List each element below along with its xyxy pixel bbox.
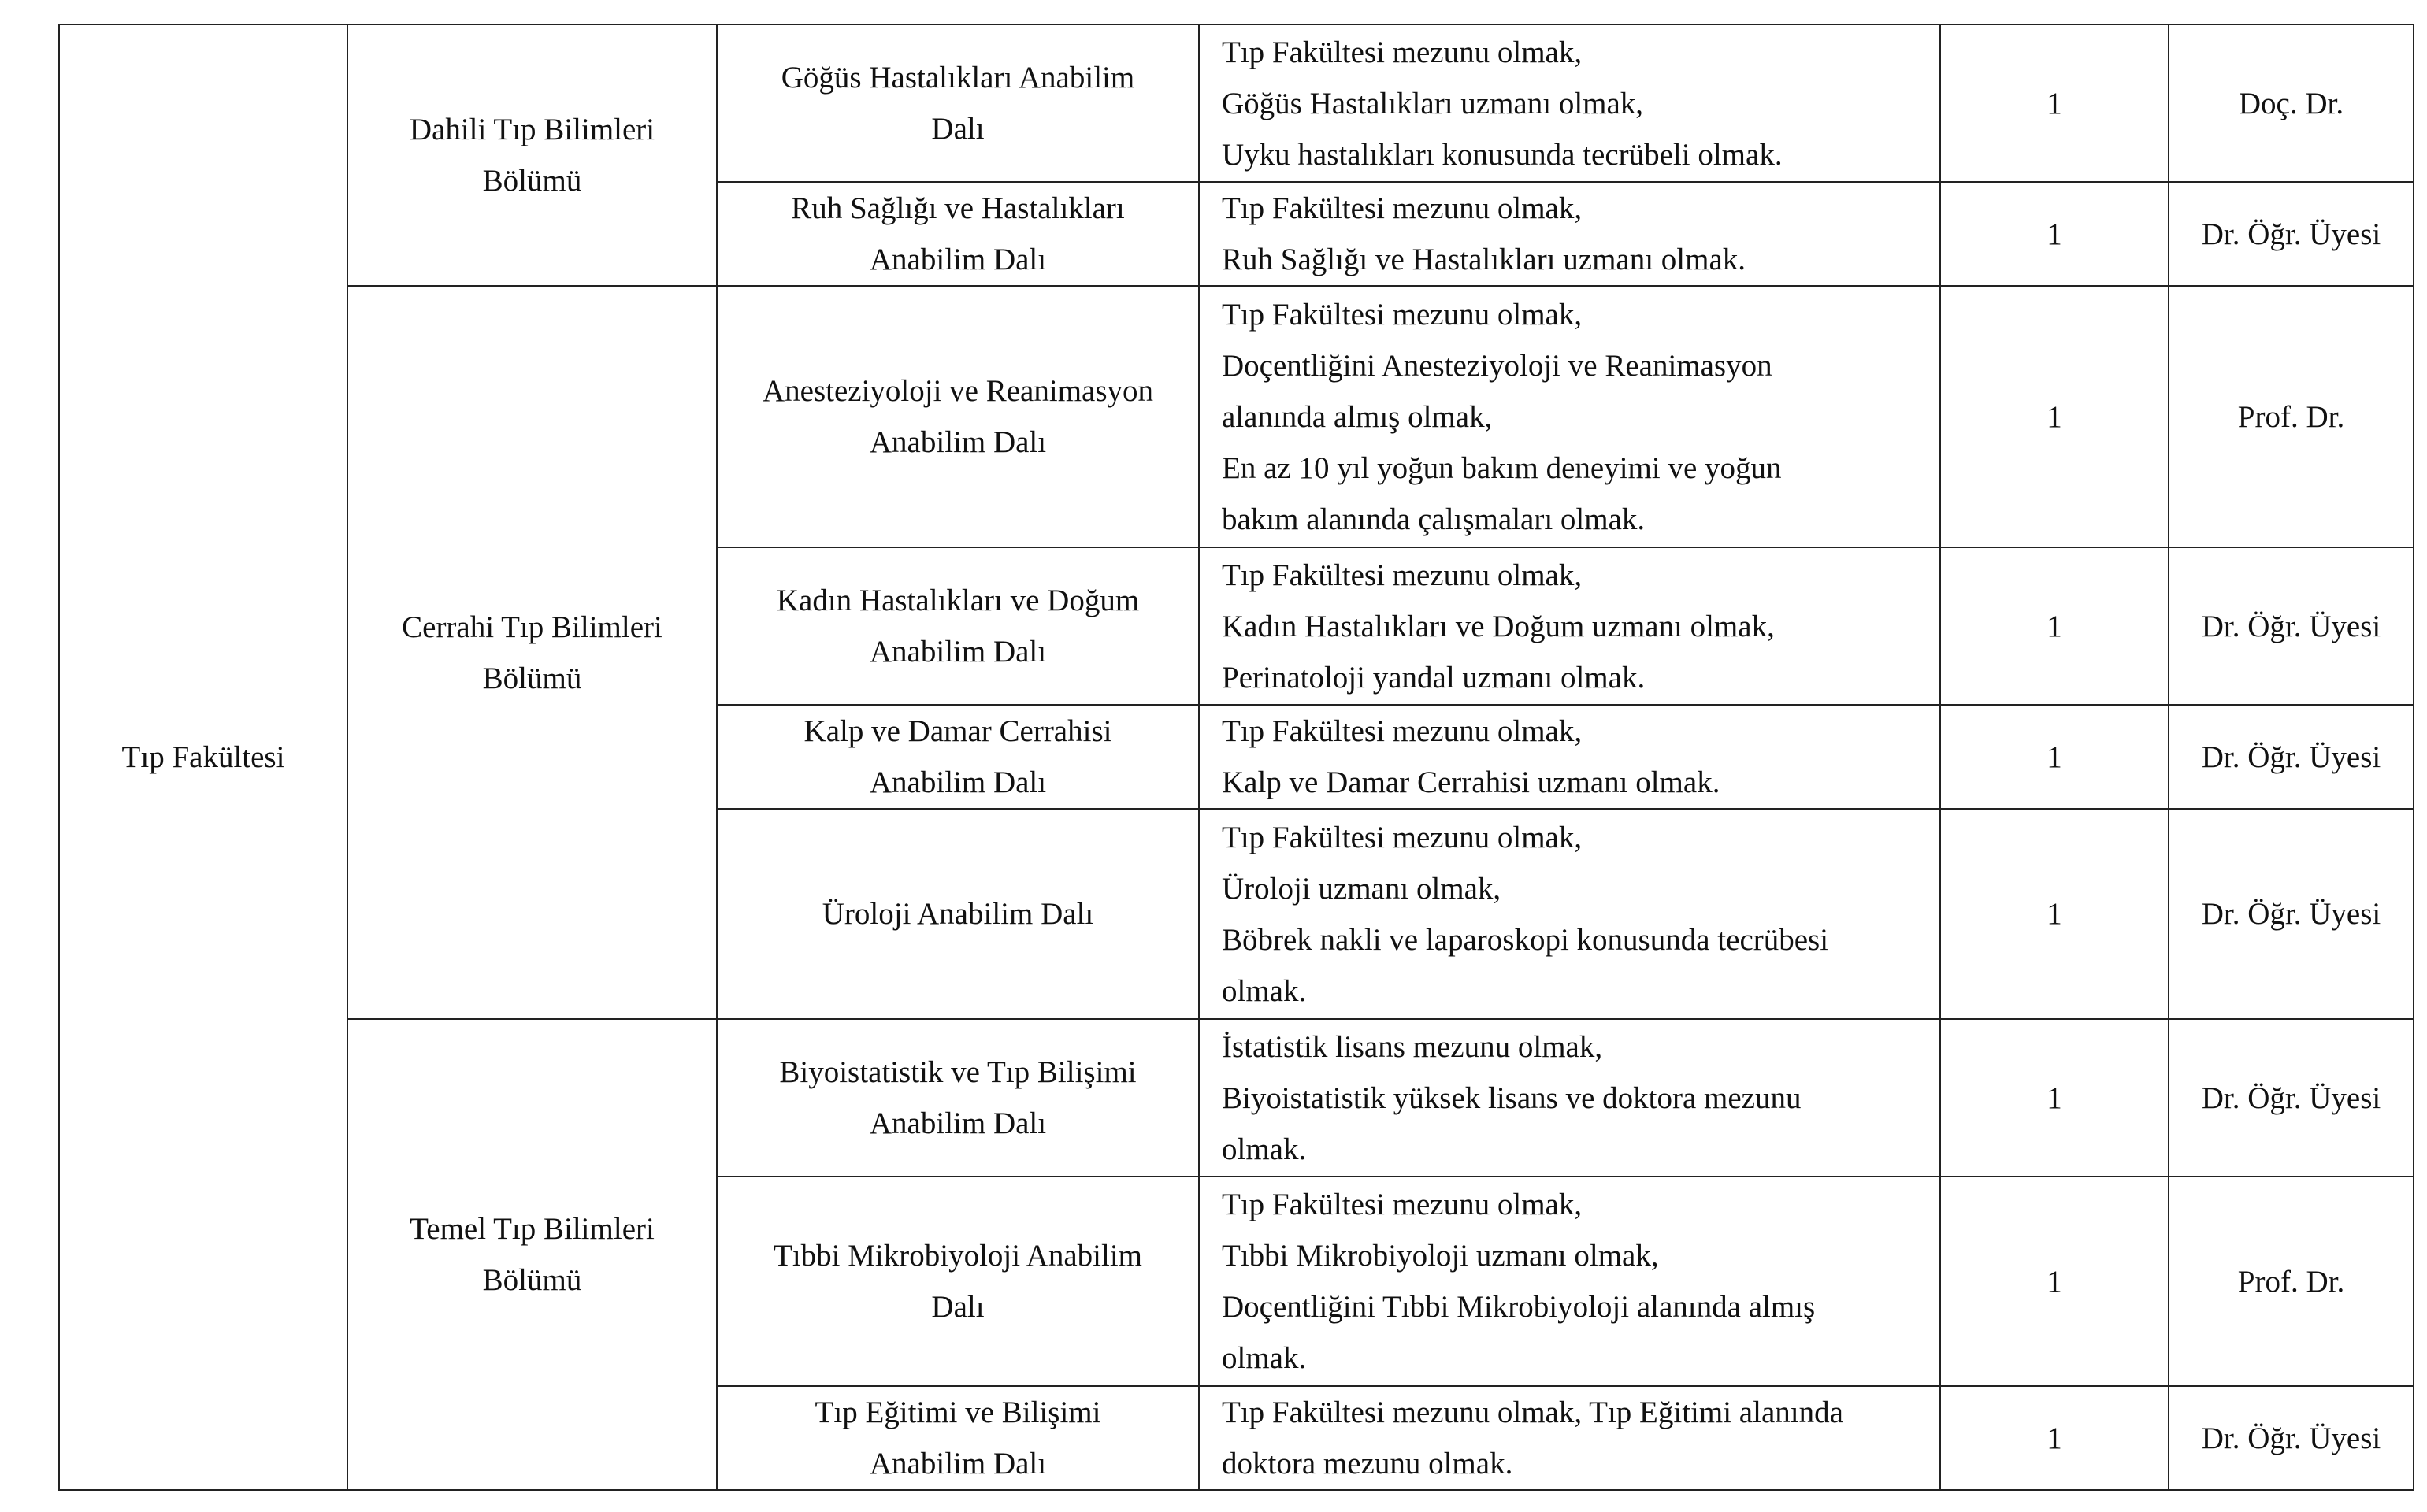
positions-table: [58, 24, 2414, 1491]
requirements-cell: Tıp Fakültesi mezunu olmak, Tıp Eğitimi alanında doktora mezunu olmak.: [1199, 1386, 1940, 1490]
unit-cell: Göğüs Hastalıkları Anabilim Dalı: [717, 24, 1199, 182]
requirements-cell: Tıp Fakültesi mezunu olmak, Kadın Hastalıkları ve Doğum uzmanı olmak, Perinatoloji yandal uzmanı olmak.: [1199, 547, 1940, 705]
unit-cell: Üroloji Anabilim Dalı: [717, 809, 1199, 1019]
unit-cell: Tıbbi Mikrobiyoloji Anabilim Dalı: [717, 1177, 1199, 1386]
count-cell: 1: [1940, 1019, 2169, 1177]
title-cell: Doç. Dr.: [2169, 24, 2414, 182]
unit-cell: Ruh Sağlığı ve Hastalıkları Anabilim Dalı: [717, 182, 1199, 286]
title-cell: Prof. Dr.: [2169, 286, 2414, 547]
requirements-cell: Tıp Fakültesi mezunu olmak, Ruh Sağlığı ve Hastalıkları uzmanı olmak.: [1199, 182, 1940, 286]
count-cell: 1: [1940, 286, 2169, 547]
unit-cell: Anesteziyoloji ve Reanimasyon Anabilim Dalı: [717, 286, 1199, 547]
requirements-cell: Tıp Fakültesi mezunu olmak, Üroloji uzmanı olmak, Böbrek nakli ve laparoskopi konusunda tecrübesi olmak.: [1199, 809, 1940, 1019]
table-row: [59, 1019, 2414, 1177]
requirements-cell: Tıp Fakültesi mezunu olmak, Kalp ve Damar Cerrahisi uzmanı olmak.: [1199, 705, 1940, 809]
title-cell: Dr. Öğr. Üyesi: [2169, 1386, 2414, 1490]
title-cell: Prof. Dr.: [2169, 1177, 2414, 1386]
unit-cell: Kadın Hastalıkları ve Doğum Anabilim Dalı: [717, 547, 1199, 705]
unit-cell: Kalp ve Damar Cerrahisi Anabilim Dalı: [717, 705, 1199, 809]
requirements-cell: Tıp Fakültesi mezunu olmak, Göğüs Hastalıkları uzmanı olmak, Uyku hastalıkları konusunda tecrübeli olmak.: [1199, 24, 1940, 182]
count-cell: 1: [1940, 182, 2169, 286]
table-row: [59, 286, 2414, 547]
count-cell: 1: [1940, 547, 2169, 705]
title-cell: Dr. Öğr. Üyesi: [2169, 809, 2414, 1019]
title-cell: Dr. Öğr. Üyesi: [2169, 182, 2414, 286]
faculty-cell: Tıp Fakültesi: [59, 24, 347, 1490]
department-cell: Dahili Tıp Bilimleri Bölümü: [347, 24, 717, 286]
count-cell: 1: [1940, 24, 2169, 182]
title-cell: Dr. Öğr. Üyesi: [2169, 705, 2414, 809]
department-cell: Temel Tıp Bilimleri Bölümü: [347, 1019, 717, 1490]
requirements-cell: Tıp Fakültesi mezunu olmak, Doçentliğini Anesteziyoloji ve Reanimasyon alanında almış olmak, En az 10 yıl yoğun bakım deneyimi ve yoğun bakım alanında çalışmaları olmak.: [1199, 286, 1940, 547]
count-cell: 1: [1940, 1386, 2169, 1490]
unit-cell: Tıp Eğitimi ve Bilişimi Anabilim Dalı: [717, 1386, 1199, 1490]
requirements-cell: Tıp Fakültesi mezunu olmak, Tıbbi Mikrobiyoloji uzmanı olmak, Doçentliğini Tıbbi Mikrobiyoloji alanında almış olmak.: [1199, 1177, 1940, 1386]
requirements-cell: İstatistik lisans mezunu olmak, Biyoistatistik yüksek lisans ve doktora mezunu olmak.: [1199, 1019, 1940, 1177]
title-cell: Dr. Öğr. Üyesi: [2169, 1019, 2414, 1177]
department-cell: Cerrahi Tıp Bilimleri Bölümü: [347, 286, 717, 1019]
unit-cell: Biyoistatistik ve Tıp Bilişimi Anabilim Dalı: [717, 1019, 1199, 1177]
table-row: [59, 24, 2414, 182]
count-cell: 1: [1940, 809, 2169, 1019]
title-cell: Dr. Öğr. Üyesi: [2169, 547, 2414, 705]
count-cell: 1: [1940, 1177, 2169, 1386]
count-cell: 1: [1940, 705, 2169, 809]
